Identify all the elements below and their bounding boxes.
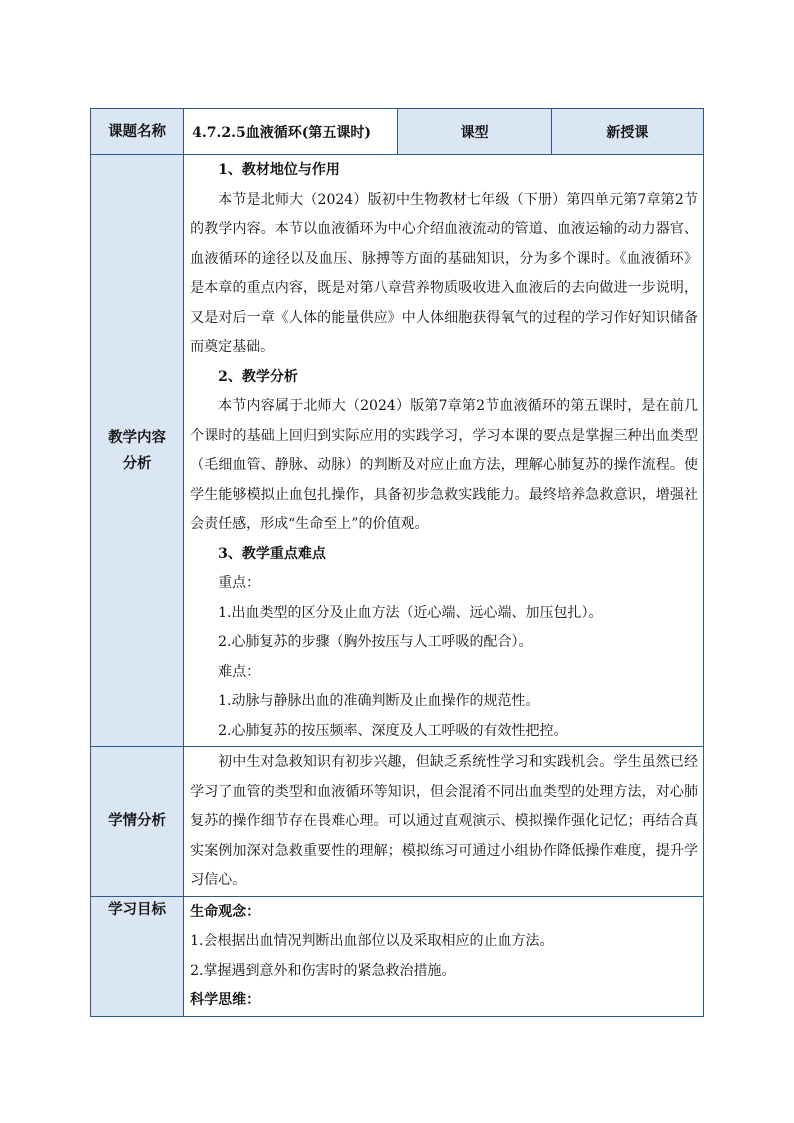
science-thinking-title: 科学思维：	[190, 992, 261, 1008]
difficulty-1: 1.动脉与静脉出血的准确判断及止血操作的规范性。	[218, 693, 540, 709]
key-point-2: 2.心肺复苏的步骤（胸外按压与人工呼吸的配合）。	[218, 634, 533, 650]
life-concept-title: 生命观念：	[190, 903, 261, 920]
difficulty-label: 难点：	[218, 663, 261, 680]
content-analysis-row	[91, 155, 704, 747]
header-row	[91, 109, 704, 155]
content-analysis-body	[184, 155, 704, 747]
section-title-keypoints: 3、教学重点难点	[218, 545, 326, 562]
type-label: 课型	[398, 109, 551, 155]
content-analysis-label-line2: 分析	[122, 454, 152, 472]
key-points-label: 重点：	[218, 575, 261, 591]
objectives-body	[184, 896, 704, 1016]
section-role-paragraph: 本节是北师大（2024）版初中生物教材七年级（下册）第四单元第7章第2节的教学内容。本节以血液循环为中心介绍血液流动的管道、血液运输的动力器官、血液循环的途径以及血压、脉搏等方面的基础知识，分为多个课时。《血液循环》是本章的重点内容，既是对第八章营养物质吸收进入血液后的去向做进一步说明，又是对后一章《人体的能量供应》中人体细胞获得氧气的过程的学习作好知识储备而奠定基础。	[190, 191, 698, 355]
type-value: 新授课	[551, 109, 703, 155]
content-analysis-label-line1: 教学内容	[108, 428, 167, 446]
section-title-role: 1、教材地位与作用	[218, 162, 340, 178]
difficulty-2: 2.心肺复苏的按压频率、深度及人工呼吸的有效性把控。	[218, 722, 568, 739]
learner-analysis-paragraph: 初中生对急救知识有初步兴趣，但缺乏系统性学习和实践机会。学生虽然已经学习了血管的类型和血液循环等知识，但会混淆不同出血类型的处理方法，对心肺复苏的操作细节存在畏难心理。可以通过直观演示、模拟操作强化记忆；再结合真实案例加深对急救重要性的理解；模拟练习可通过小组协作降低操作难度，提升学习信心。	[190, 754, 698, 888]
key-point-1: 1.出血类型的区分及止血方法（近心端、远心端、加压包扎）。	[218, 604, 603, 621]
section-analysis-paragraph: 本节内容属于北师大（2024）版第7章第2节血液循环的第五课时，是在前几个课时的基础上回归到实际应用的实践学习，学习本课的要点是掌握三种出血类型（毛细血管、静脉、动脉）的判断及对应止血方法，理解心肺复苏的操作流程。使学生能够模拟止血包扎操作，具备初步急救实践能力。最终培养急救意识，增强社会责任感，形成“生命至上”的价值观。	[190, 398, 698, 532]
content-analysis-label	[91, 155, 184, 747]
life-objective-1: 1.会根据出血情况判断出血部位以及采取相应的止血方法。	[190, 933, 554, 949]
objectives-row	[91, 896, 704, 1016]
objectives-label: 学习目标	[91, 896, 184, 1016]
lesson-plan-table	[90, 108, 704, 1017]
learner-analysis-body	[184, 747, 704, 897]
topic-label: 课题名称	[91, 109, 184, 155]
learner-analysis-row	[91, 747, 704, 897]
topic-value: 4.7.2.5血液循环(第五课时)	[184, 109, 398, 155]
life-objective-2: 2.掌握遇到意外和伤害时的紧急救治措施。	[190, 962, 456, 979]
section-title-analysis: 2、教学分析	[218, 368, 298, 385]
learner-analysis-label: 学情分析	[91, 747, 184, 897]
